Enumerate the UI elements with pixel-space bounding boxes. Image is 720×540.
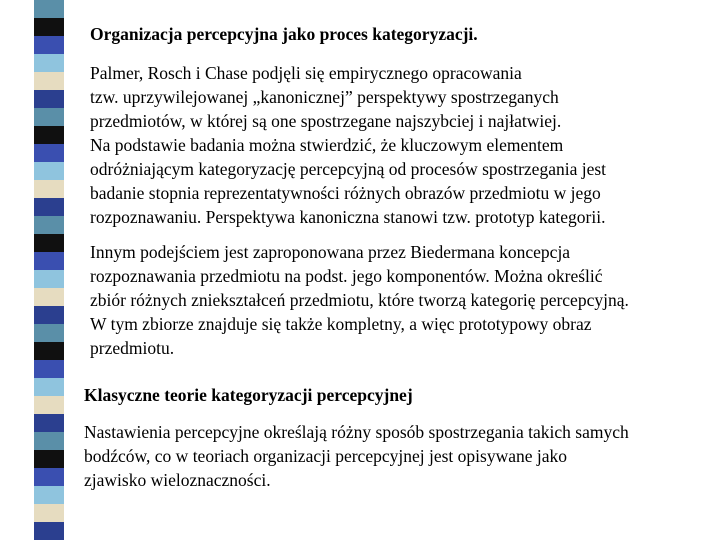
section-heading: Organizacja percepcyjna jako proces kategoryzacji. [90, 24, 478, 44]
paragraph [84, 420, 714, 492]
text-line: Nastawienia percepcyjne określają różny sposób spostrzegania takich samych [84, 422, 629, 442]
text-line: W tym zbiorze znajduje się także kompletny, a więc prototypowy obraz [90, 314, 592, 334]
text-line: rozpoznawaniu. Perspektywa kanoniczna stanowi tzw. prototyp kategorii. [90, 207, 606, 227]
text-line: zjawisko wieloznaczności. [84, 470, 271, 490]
text-line: bodźców, co w teoriach organizacji percepcyjnej jest opisywane jako [84, 446, 568, 466]
paragraph [90, 240, 715, 360]
text-line: tzw. uprzywilejowanej „kanonicznej” perspektywy spostrzeganych [90, 87, 559, 107]
text-line: przedmiotu. [90, 338, 175, 358]
text-line: Palmer, Rosch i Chase podjęli się empirycznego opracowania [90, 63, 522, 83]
paragraph [90, 61, 710, 229]
text-line: zbiór różnych zniekształceń przedmiotu, które tworzą kategorię percepcyjną. [90, 290, 629, 310]
text-line: odróżniającym kategoryzację percepcyjną od procesów spostrzegania jest [90, 159, 607, 179]
section-heading: Klasyczne teorie kategoryzacji percepcyjnej [84, 385, 413, 405]
text-line: rozpoznawania przedmiotu na podst. jego komponentów. Można określić [90, 266, 603, 286]
text-line: badanie stopnia reprezentatywności różnych obrazów przedmiotu w jego [90, 183, 601, 203]
text-line: Innym podejściem jest zaproponowana przez Biedermana koncepcja [90, 242, 571, 262]
text-line: Na podstawie badania można stwierdzić, że kluczowym elementem [90, 135, 564, 155]
text-line: przedmiotów, w której są one spostrzegane najszybciej i najłatwiej. [90, 111, 562, 131]
